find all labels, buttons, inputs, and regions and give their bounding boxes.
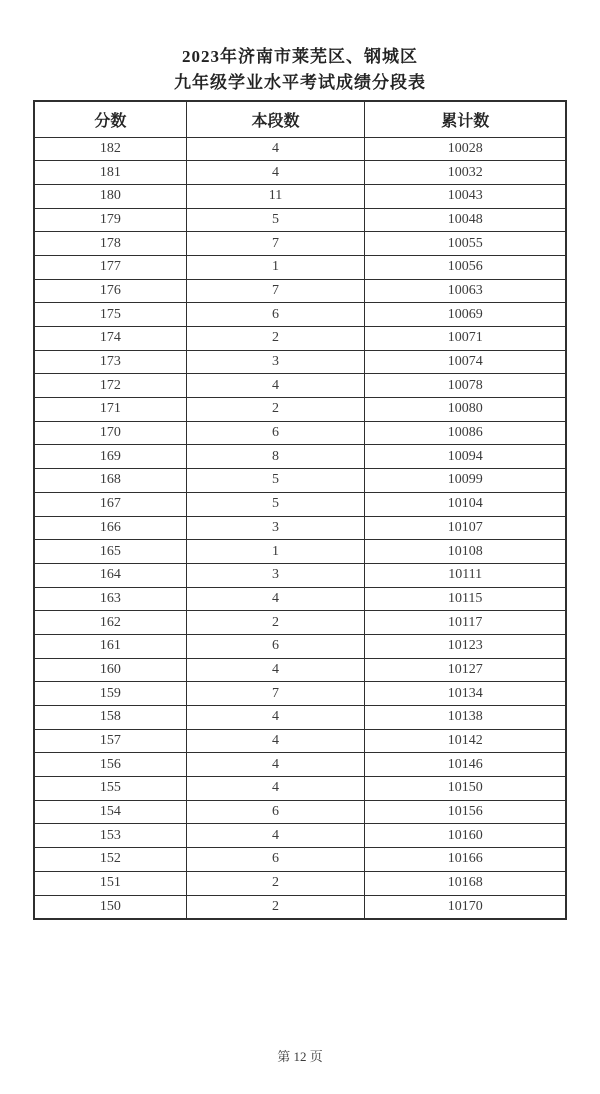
- table-row: [34, 137, 566, 161]
- cumulative-count-cell: 10108: [365, 540, 566, 564]
- score-cell: 171: [34, 398, 186, 422]
- score-cell: 167: [34, 492, 186, 516]
- segment-count-cell: 5: [186, 492, 365, 516]
- score-cell: 150: [34, 895, 186, 919]
- segment-count-cell: 2: [186, 611, 365, 635]
- table-row: [34, 303, 566, 327]
- score-cell: 160: [34, 658, 186, 682]
- column-header-segment-count: 本段数: [186, 101, 365, 137]
- cumulative-count-cell: 10094: [365, 445, 566, 469]
- score-cell: 163: [34, 587, 186, 611]
- segment-count-cell: 6: [186, 303, 365, 327]
- segment-count-cell: 4: [186, 658, 365, 682]
- table-row: [34, 540, 566, 564]
- segment-count-cell: 2: [186, 895, 365, 919]
- table-row: [34, 871, 566, 895]
- score-cell: 159: [34, 682, 186, 706]
- cumulative-count-cell: 10078: [365, 374, 566, 398]
- table-row: [34, 706, 566, 730]
- score-cell: 152: [34, 848, 186, 872]
- cumulative-count-cell: 10056: [365, 255, 566, 279]
- table-body: [34, 137, 566, 919]
- segment-count-cell: 6: [186, 634, 365, 658]
- score-cell: 157: [34, 729, 186, 753]
- cumulative-count-cell: 10028: [365, 137, 566, 161]
- segment-count-cell: 4: [186, 137, 365, 161]
- table-row: [34, 634, 566, 658]
- score-cell: 165: [34, 540, 186, 564]
- cumulative-count-cell: 10127: [365, 658, 566, 682]
- score-cell: 176: [34, 279, 186, 303]
- score-cell: 181: [34, 161, 186, 185]
- table-row: [34, 232, 566, 256]
- score-cell: 156: [34, 753, 186, 777]
- cumulative-count-cell: 10048: [365, 208, 566, 232]
- score-cell: 178: [34, 232, 186, 256]
- cumulative-count-cell: 10123: [365, 634, 566, 658]
- cumulative-count-cell: 10043: [365, 184, 566, 208]
- segment-count-cell: 4: [186, 729, 365, 753]
- table-row: [34, 563, 566, 587]
- segment-count-cell: 6: [186, 421, 365, 445]
- score-cell: 158: [34, 706, 186, 730]
- table-row: [34, 350, 566, 374]
- segment-count-cell: 2: [186, 327, 365, 351]
- table-row: [34, 729, 566, 753]
- segment-count-cell: 4: [186, 161, 365, 185]
- cumulative-count-cell: 10099: [365, 469, 566, 493]
- segment-count-cell: 6: [186, 800, 365, 824]
- column-header-cumulative-count: 累计数: [365, 101, 566, 137]
- table-row: [34, 327, 566, 351]
- table-row: [34, 445, 566, 469]
- table-row: [34, 421, 566, 445]
- cumulative-count-cell: 10166: [365, 848, 566, 872]
- segment-count-cell: 6: [186, 848, 365, 872]
- table-row: [34, 469, 566, 493]
- cumulative-count-cell: 10032: [365, 161, 566, 185]
- cumulative-count-cell: 10142: [365, 729, 566, 753]
- score-cell: 175: [34, 303, 186, 327]
- segment-count-cell: 1: [186, 255, 365, 279]
- segment-count-cell: 4: [186, 374, 365, 398]
- table-row: [34, 398, 566, 422]
- cumulative-count-cell: 10074: [365, 350, 566, 374]
- table-row: [34, 587, 566, 611]
- score-cell: 173: [34, 350, 186, 374]
- cumulative-count-cell: 10104: [365, 492, 566, 516]
- segment-count-cell: 3: [186, 350, 365, 374]
- column-header-score: 分数: [34, 101, 186, 137]
- table-row: [34, 184, 566, 208]
- score-cell: 162: [34, 611, 186, 635]
- segment-count-cell: 2: [186, 398, 365, 422]
- cumulative-count-cell: 10055: [365, 232, 566, 256]
- table-row: [34, 255, 566, 279]
- table-row: [34, 895, 566, 919]
- score-cell: 154: [34, 800, 186, 824]
- segment-count-cell: 4: [186, 587, 365, 611]
- cumulative-count-cell: 10111: [365, 563, 566, 587]
- score-cell: 153: [34, 824, 186, 848]
- score-cell: 182: [34, 137, 186, 161]
- table-row: [34, 824, 566, 848]
- table-row: [34, 682, 566, 706]
- cumulative-count-cell: 10156: [365, 800, 566, 824]
- cumulative-count-cell: 10168: [365, 871, 566, 895]
- table-row: [34, 208, 566, 232]
- score-cell: 180: [34, 184, 186, 208]
- cumulative-count-cell: 10117: [365, 611, 566, 635]
- score-cell: 169: [34, 445, 186, 469]
- score-cell: 174: [34, 327, 186, 351]
- document-title: [0, 0, 600, 96]
- score-cell: 170: [34, 421, 186, 445]
- cumulative-count-cell: 10071: [365, 327, 566, 351]
- score-cell: 161: [34, 634, 186, 658]
- score-cell: 179: [34, 208, 186, 232]
- table-header-row: [34, 101, 566, 137]
- score-cell: 164: [34, 563, 186, 587]
- cumulative-count-cell: 10080: [365, 398, 566, 422]
- table-row: [34, 753, 566, 777]
- segment-count-cell: 3: [186, 516, 365, 540]
- cumulative-count-cell: 10107: [365, 516, 566, 540]
- score-cell: 177: [34, 255, 186, 279]
- score-cell: 155: [34, 777, 186, 801]
- table-row: [34, 800, 566, 824]
- segment-count-cell: 7: [186, 279, 365, 303]
- score-distribution-table: [33, 100, 567, 920]
- table-row: [34, 777, 566, 801]
- table-row: [34, 374, 566, 398]
- cumulative-count-cell: 10170: [365, 895, 566, 919]
- segment-count-cell: 1: [186, 540, 365, 564]
- table-row: [34, 658, 566, 682]
- segment-count-cell: 4: [186, 824, 365, 848]
- page-number: 第 12 页: [277, 1049, 323, 1064]
- segment-count-cell: 7: [186, 682, 365, 706]
- segment-count-cell: 3: [186, 563, 365, 587]
- segment-count-cell: 8: [186, 445, 365, 469]
- segment-count-cell: 7: [186, 232, 365, 256]
- score-cell: 168: [34, 469, 186, 493]
- segment-count-cell: 5: [186, 469, 365, 493]
- segment-count-cell: 2: [186, 871, 365, 895]
- table-row: [34, 492, 566, 516]
- title-line-2: 九年级学业水平考试成绩分段表: [174, 73, 426, 92]
- cumulative-count-cell: 10160: [365, 824, 566, 848]
- segment-count-cell: 4: [186, 706, 365, 730]
- cumulative-count-cell: 10069: [365, 303, 566, 327]
- score-cell: 172: [34, 374, 186, 398]
- table-row: [34, 516, 566, 540]
- cumulative-count-cell: 10115: [365, 587, 566, 611]
- table-row: [34, 279, 566, 303]
- cumulative-count-cell: 10146: [365, 753, 566, 777]
- cumulative-count-cell: 10150: [365, 777, 566, 801]
- cumulative-count-cell: 10063: [365, 279, 566, 303]
- title-line-1: 2023年济南市莱芜区、钢城区: [182, 47, 418, 66]
- table-row: [34, 611, 566, 635]
- cumulative-count-cell: 10134: [365, 682, 566, 706]
- score-cell: 151: [34, 871, 186, 895]
- segment-count-cell: 11: [186, 184, 365, 208]
- cumulative-count-cell: 10086: [365, 421, 566, 445]
- segment-count-cell: 5: [186, 208, 365, 232]
- score-cell: 166: [34, 516, 186, 540]
- cumulative-count-cell: 10138: [365, 706, 566, 730]
- table-row: [34, 161, 566, 185]
- segment-count-cell: 4: [186, 753, 365, 777]
- segment-count-cell: 4: [186, 777, 365, 801]
- table-row: [34, 848, 566, 872]
